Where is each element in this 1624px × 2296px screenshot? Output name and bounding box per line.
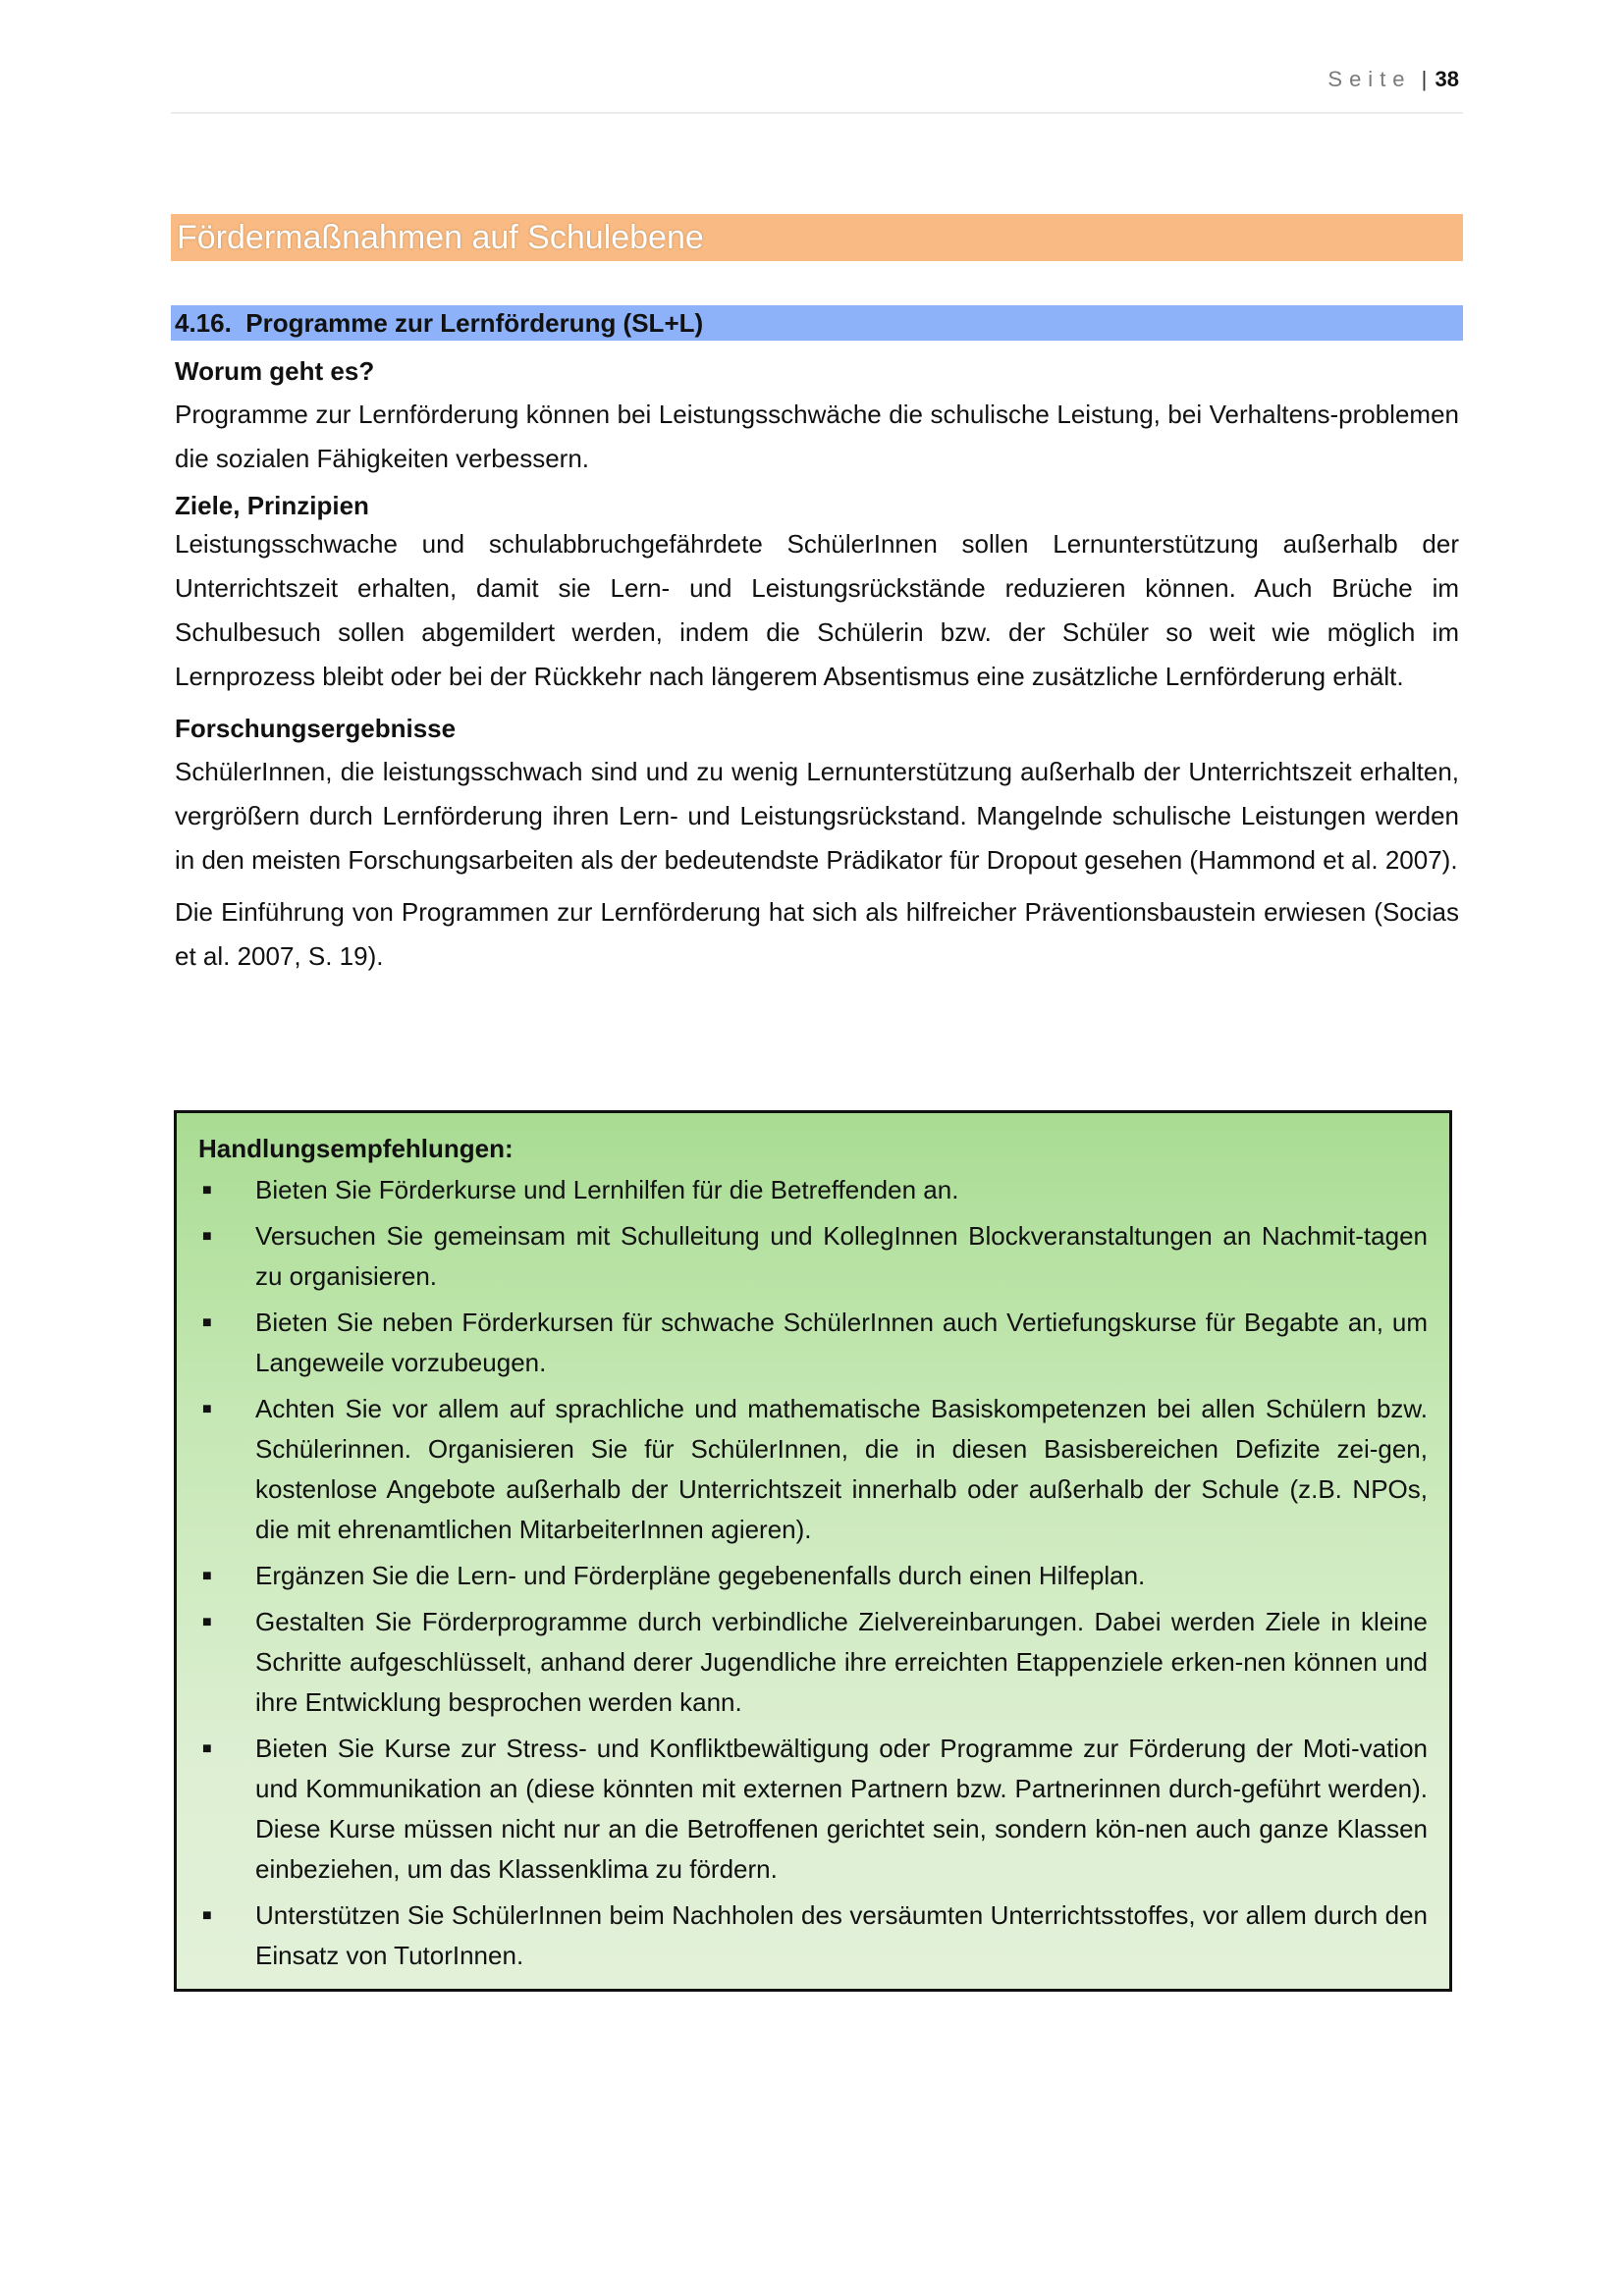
list-item-text: Bieten Sie Förderkurse und Lernhilfen für die Betreffenden an. bbox=[255, 1175, 959, 1204]
square-bullet-icon: ■ bbox=[202, 1228, 212, 1245]
heading-worum: Worum geht es? bbox=[175, 356, 375, 386]
page-number: 38 bbox=[1435, 67, 1459, 91]
list-item-text: Achten Sie vor allem auf sprachliche und mathematische Basiskompetenzen bei allen Schülern bzw. Schülerinnen. Organisieren Sie für SchülerInnen, die in diesen Basisbereichen Defizite zei-gen, kostenlose Angebote außerhalb der Unterrichtszeit innerhalb oder außerhalb der Schule (z.B. NPOs, die mit ehrenamtlichen MitarbeiterInnen agieren). bbox=[255, 1394, 1428, 1544]
paragraph-forschung-1: SchülerInnen, die leistungsschwach sind und zu wenig Lernunterstützung außerhalb der Unterrichtszeit erhalten, vergrößern durch Lernförderung ihren Lern- und Leistungsrückstand. Mangelnde schulische Leistungen werden in den meisten Forschungsarbeiten als der bedeutendste Prädikator für Dropout gesehen (Hammond et al. 2007). bbox=[175, 757, 1459, 875]
heading-ziele: Ziele, Prinzipien bbox=[175, 491, 369, 520]
page-separator: | bbox=[1421, 67, 1428, 91]
list-item-text: Ergänzen Sie die Lern- und Förderpläne gegebenenfalls durch einen Hilfeplan. bbox=[255, 1561, 1146, 1590]
list-item bbox=[198, 1729, 1428, 1890]
list-item bbox=[198, 1556, 1428, 1596]
list-item-text: Gestalten Sie Förderprogramme durch verbindliche Zielvereinbarungen. Dabei werden Ziele in kleine Schritte aufgeschlüsselt, anhand derer Jugendliche ihre erreichten Etappenziele erken-nen können und ihre Entwicklung besprochen werden kann. bbox=[255, 1607, 1428, 1717]
list-item-text: Unterstützen Sie SchülerInnen beim Nachholen des versäumten Unterrichtsstoffes, vor allem durch den Einsatz von TutorInnen. bbox=[255, 1900, 1428, 1970]
paragraph-ziele: Leistungsschwache und schulabbruchgefährdete SchülerInnen sollen Lernunterstützung außerhalb der Unterrichtszeit erhalten, damit sie Lern- und Leistungsrückstände reduzieren können. Auch Brüche im Schulbesuch sollen abgemildert werden, indem die Schülerin bzw. der Schüler so weit wie möglich im Lernprozess bleibt oder bei der Rückkehr nach längerem Absentismus eine zusätzliche Lernförderung erhält. bbox=[175, 529, 1459, 691]
list-item bbox=[198, 1602, 1428, 1723]
main-content bbox=[175, 349, 1459, 979]
recommendations-list bbox=[198, 1170, 1428, 1976]
list-item-text: Bieten Sie Kurse zur Stress- und Konfliktbewältigung oder Programme zur Förderung der Moti-vation und Kommunikation an (diese könnten mit externen Partnern bzw. Partnerinnen durch-geführt werden). Diese Kurse müssen nicht nur an die Betroffenen gerichtet sein, sondern kön-nen auch ganze Klassen einbeziehen, um das Klassenklima zu fördern. bbox=[255, 1734, 1428, 1884]
page-number-label bbox=[1327, 69, 1459, 90]
paragraph-forschung-2: Die Einführung von Programmen zur Lernförderung hat sich als hilfreicher Präventionsbaustein erwiesen (Socias et al. 2007, S. 19). bbox=[175, 897, 1459, 971]
list-item bbox=[198, 1389, 1428, 1550]
subsection-number: 4.16. bbox=[175, 308, 232, 338]
subsection-title: Programme zur Lernförderung (SL+L) bbox=[245, 308, 704, 338]
list-item bbox=[198, 1896, 1428, 1976]
square-bullet-icon: ■ bbox=[202, 1182, 212, 1199]
square-bullet-icon: ■ bbox=[202, 1401, 212, 1417]
list-item-text: Versuchen Sie gemeinsam mit Schulleitung und KollegInnen Blockveranstaltungen an Nachmit-tagen zu organisieren. bbox=[255, 1221, 1428, 1291]
section-title: Fördermaßnahmen auf Schulebene bbox=[171, 214, 1463, 261]
page-word: Seite bbox=[1327, 67, 1412, 91]
list-item bbox=[198, 1216, 1428, 1297]
subsection-heading bbox=[171, 305, 1463, 341]
page-header bbox=[171, 61, 1463, 114]
square-bullet-icon: ■ bbox=[202, 1314, 212, 1331]
list-item bbox=[198, 1303, 1428, 1383]
square-bullet-icon: ■ bbox=[202, 1568, 212, 1584]
square-bullet-icon: ■ bbox=[202, 1907, 212, 1924]
square-bullet-icon: ■ bbox=[202, 1740, 212, 1757]
recommendations-box bbox=[174, 1110, 1452, 1992]
recommendations-title: Handlungsempfehlungen: bbox=[198, 1134, 514, 1163]
square-bullet-icon: ■ bbox=[202, 1614, 212, 1630]
paragraph-worum: Programme zur Lernförderung können bei Leistungsschwäche die schulische Leistung, bei Verhaltens-problemen die sozialen Fähigkeiten verbessern. bbox=[175, 400, 1459, 473]
list-item bbox=[198, 1170, 1428, 1210]
list-item-text: Bieten Sie neben Förderkursen für schwache SchülerInnen auch Vertiefungskurse für Begabte an, um Langeweile vorzubeugen. bbox=[255, 1308, 1428, 1377]
heading-forschung: Forschungsergebnisse bbox=[175, 714, 457, 743]
